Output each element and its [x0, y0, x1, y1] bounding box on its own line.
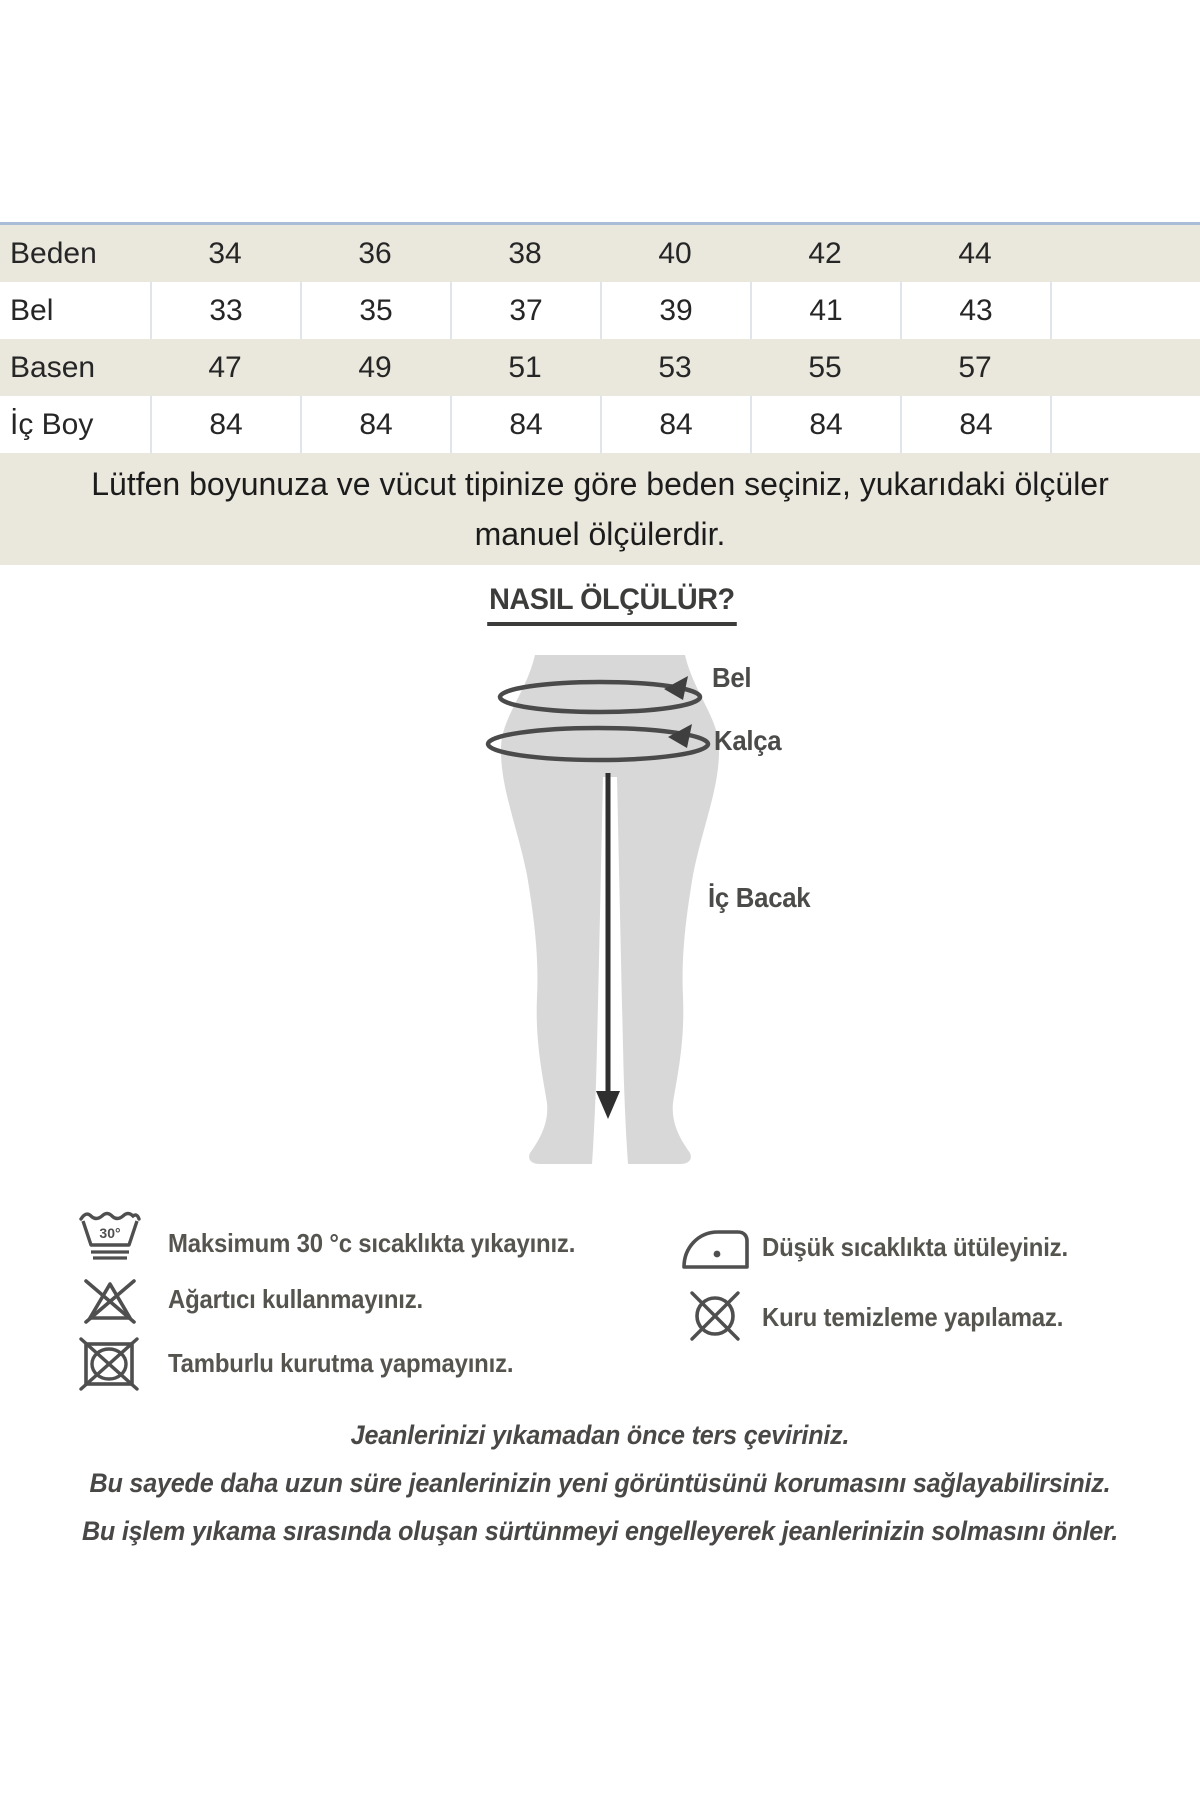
measure-section	[0, 583, 1200, 626]
table-cell: 35	[300, 282, 450, 339]
table-cell: 43	[900, 282, 1050, 339]
inseam-label: İç Bacak	[708, 882, 811, 913]
iron-low-icon	[676, 1222, 752, 1272]
care-text-iron: Düşük sıcaklıkta ütüleyiniz.	[762, 1232, 1068, 1262]
table-cell: 41	[750, 282, 900, 339]
no-tumble-dry-icon	[78, 1336, 140, 1392]
table-cell: 34	[208, 236, 242, 270]
size-note-line1: Lütfen boyunuza ve vücut tipinize göre beden seçiniz, yukarıdaki ölçüler	[91, 466, 1109, 502]
table-cell: 37	[450, 282, 600, 339]
table-cell: 33	[150, 282, 300, 339]
washing-tip-line2: Bu sayede daha uzun süre jeanlerinizin yeni görüntüsünü korumasını sağlayabilirsiniz.	[89, 1468, 1111, 1498]
row-header-beden: Beden	[10, 236, 97, 270]
table-cell: 42	[808, 236, 842, 270]
size-table	[0, 222, 1200, 453]
table-cell: 36	[358, 236, 392, 270]
wash-temp-label: 30°	[99, 1225, 121, 1241]
table-cell: 47	[208, 350, 242, 384]
table-row-bel	[0, 282, 1200, 339]
table-cell: 84	[900, 396, 1050, 453]
table-cell-empty	[1050, 225, 1200, 282]
care-text-bleach: Ağartıcı kullanmayınız.	[168, 1284, 423, 1314]
measure-title: NASIL ÖLÇÜLÜR?	[487, 583, 736, 626]
waist-label: Bel	[712, 662, 752, 693]
table-cell: 84	[450, 396, 600, 453]
table-row-basen	[0, 339, 1200, 396]
row-header-icboy: İç Boy	[10, 407, 94, 441]
wash-30-icon	[78, 1206, 142, 1268]
washing-tip-line3: Bu işlem yıkama sırasında oluşan sürtünmeyi engelleyerek jeanlerinizin solmasını önler.	[81, 1516, 1119, 1546]
table-cell: 40	[658, 236, 692, 270]
no-dry-clean-icon	[682, 1284, 748, 1348]
table-cell-empty	[1050, 339, 1200, 396]
table-row-icboy	[0, 396, 1200, 453]
row-header-basen: Basen	[10, 350, 96, 384]
table-cell: 84	[750, 396, 900, 453]
table-row-beden	[0, 225, 1200, 282]
care-text-tumble: Tamburlu kurutma yapmayınız.	[168, 1348, 514, 1378]
size-note	[0, 453, 1200, 565]
table-cell: 57	[958, 350, 992, 384]
table-cell: 84	[600, 396, 750, 453]
table-cell: 44	[958, 236, 992, 270]
size-note-line2: manuel ölçülerdir.	[474, 516, 726, 552]
table-cell: 38	[508, 236, 542, 270]
table-cell-empty	[1050, 396, 1200, 453]
table-cell: 39	[600, 282, 750, 339]
table-cell: 84	[300, 396, 450, 453]
table-cell: 53	[658, 350, 692, 384]
row-header-bel: Bel	[10, 293, 54, 327]
table-cell: 55	[808, 350, 842, 384]
table-cell: 49	[358, 350, 392, 384]
table-cell: 51	[508, 350, 542, 384]
washing-tip-line1: Jeanlerinizi yıkamadan önce ters çeviriniz.	[350, 1420, 850, 1450]
no-bleach-icon	[82, 1274, 138, 1326]
table-cell-empty	[1050, 282, 1200, 339]
table-cell: 84	[150, 396, 300, 453]
care-text-dryclean: Kuru temizleme yapılamaz.	[762, 1302, 1064, 1332]
care-text-wash: Maksimum 30 °c sıcaklıkta yıkayınız.	[168, 1228, 576, 1258]
hip-label: Kalça	[714, 725, 782, 756]
